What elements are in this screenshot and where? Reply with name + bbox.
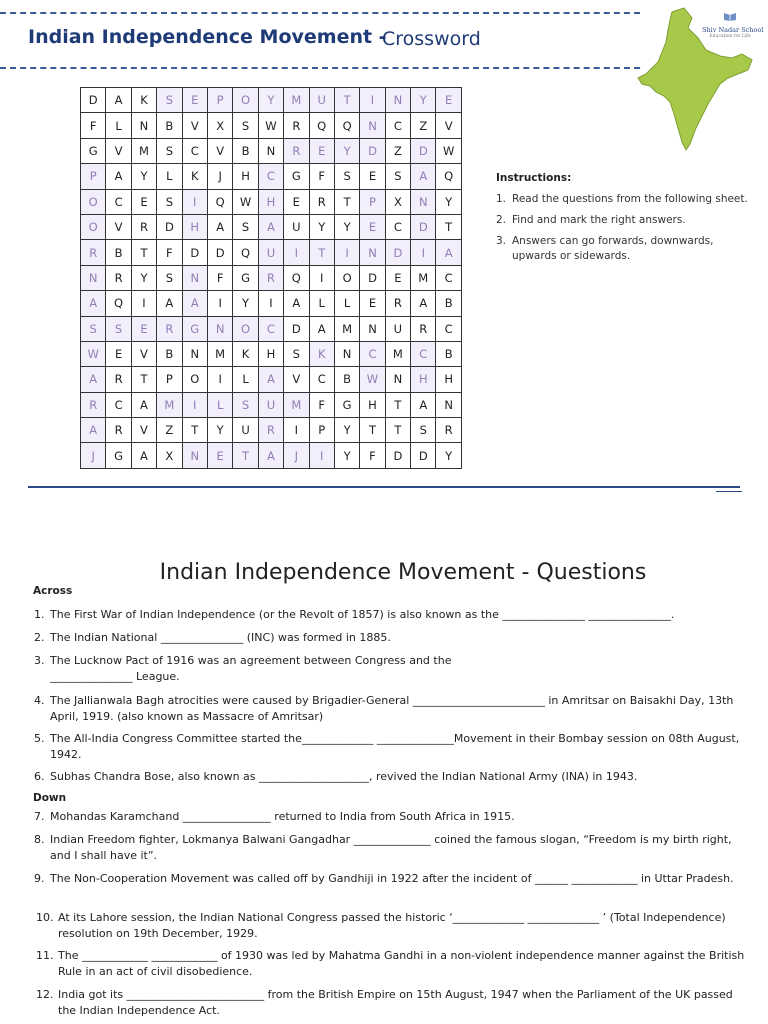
grid-cell[interactable]: A <box>106 88 131 113</box>
grid-cell[interactable]: T <box>131 367 156 392</box>
grid-cell[interactable]: R <box>131 214 156 239</box>
grid-cell[interactable]: A <box>284 291 309 316</box>
grid-cell[interactable]: G <box>81 138 106 163</box>
grid-cell[interactable]: X <box>385 189 410 214</box>
question-item: 10. At its Lahore session, the Indian National Congress passed the historic ‘_____________ _____________ ’ (Total Independence) resolution on 19th December, 1929. <box>36 911 726 940</box>
grid-row <box>81 418 462 443</box>
grid-cell[interactable]: R <box>81 392 106 417</box>
grid-cell[interactable]: A <box>131 443 156 468</box>
grid-cell[interactable]: R <box>284 138 309 163</box>
grid-cell[interactable]: G <box>182 316 207 341</box>
grid-cell[interactable]: W <box>360 367 385 392</box>
grid-cell[interactable]: V <box>106 138 131 163</box>
grid-cell[interactable]: B <box>157 113 182 138</box>
grid-cell[interactable]: I <box>309 443 334 468</box>
grid-cell[interactable]: Q <box>106 291 131 316</box>
grid-cell[interactable]: D <box>284 316 309 341</box>
grid-cell[interactable]: Y <box>207 418 232 443</box>
grid-cell[interactable]: S <box>411 418 436 443</box>
grid-cell[interactable]: T <box>385 418 410 443</box>
grid-cell[interactable]: C <box>436 265 461 290</box>
grid-cell[interactable]: M <box>284 88 309 113</box>
grid-cell[interactable]: K <box>182 164 207 189</box>
grid-row <box>81 138 462 163</box>
grid-cell[interactable]: E <box>360 214 385 239</box>
grid-cell[interactable]: Y <box>258 88 283 113</box>
grid-cell[interactable]: X <box>157 443 182 468</box>
grid-cell[interactable]: N <box>411 189 436 214</box>
grid-cell[interactable]: I <box>360 88 385 113</box>
grid-cell[interactable]: R <box>106 418 131 443</box>
grid-cell[interactable]: F <box>309 164 334 189</box>
grid-cell[interactable]: N <box>385 88 410 113</box>
grid-cell[interactable]: C <box>258 316 283 341</box>
grid-cell[interactable]: M <box>411 265 436 290</box>
grid-cell[interactable]: V <box>436 113 461 138</box>
grid-cell[interactable]: T <box>436 214 461 239</box>
grid-cell[interactable]: A <box>258 367 283 392</box>
grid-cell[interactable]: Y <box>334 418 359 443</box>
grid-row <box>81 189 462 214</box>
grid-cell[interactable]: Y <box>334 138 359 163</box>
grid-cell[interactable]: A <box>81 367 106 392</box>
grid-cell[interactable]: U <box>258 392 283 417</box>
grid-cell[interactable]: T <box>360 418 385 443</box>
grid-cell[interactable]: D <box>411 138 436 163</box>
grid-cell[interactable]: Y <box>411 88 436 113</box>
grid-cell[interactable]: H <box>233 164 258 189</box>
grid-cell[interactable]: Y <box>131 164 156 189</box>
grid-cell[interactable]: R <box>258 418 283 443</box>
grid-cell[interactable]: R <box>284 113 309 138</box>
grid-row <box>81 214 462 239</box>
grid-cell[interactable]: L <box>207 392 232 417</box>
grid-cell[interactable]: E <box>309 138 334 163</box>
grid-cell[interactable]: Y <box>436 443 461 468</box>
grid-cell[interactable]: N <box>81 265 106 290</box>
grid-cell[interactable]: R <box>385 291 410 316</box>
grid-cell[interactable]: R <box>106 265 131 290</box>
grid-cell[interactable]: D <box>182 240 207 265</box>
grid-cell[interactable]: S <box>233 392 258 417</box>
grid-cell[interactable]: I <box>182 189 207 214</box>
grid-cell[interactable]: A <box>182 291 207 316</box>
section-divider-accent <box>716 491 742 492</box>
grid-cell[interactable]: O <box>182 367 207 392</box>
grid-cell[interactable]: Q <box>436 164 461 189</box>
grid-cell[interactable]: U <box>309 88 334 113</box>
book-logo-icon <box>723 11 737 21</box>
grid-cell[interactable]: Y <box>131 265 156 290</box>
grid-cell[interactable]: S <box>157 88 182 113</box>
grid-cell[interactable]: A <box>258 214 283 239</box>
down-label: Down <box>33 792 67 804</box>
grid-cell[interactable]: C <box>106 392 131 417</box>
grid-cell[interactable]: S <box>157 138 182 163</box>
grid-row <box>81 164 462 189</box>
grid-cell[interactable]: I <box>309 265 334 290</box>
grid-cell[interactable]: F <box>207 265 232 290</box>
grid-cell[interactable]: H <box>411 367 436 392</box>
grid-cell[interactable]: N <box>182 443 207 468</box>
grid-cell[interactable]: U <box>284 214 309 239</box>
grid-row <box>81 265 462 290</box>
grid-cell[interactable]: N <box>182 341 207 366</box>
grid-cell[interactable]: C <box>309 367 334 392</box>
grid-cell[interactable]: H <box>360 392 385 417</box>
grid-cell[interactable]: Y <box>334 214 359 239</box>
grid-row <box>81 443 462 468</box>
grid-cell[interactable]: U <box>385 316 410 341</box>
grid-cell[interactable]: I <box>284 240 309 265</box>
grid-cell[interactable]: L <box>233 367 258 392</box>
grid-cell[interactable]: A <box>81 291 106 316</box>
grid-row <box>81 341 462 366</box>
grid-cell[interactable]: B <box>436 341 461 366</box>
grid-cell[interactable]: D <box>411 443 436 468</box>
grid-cell[interactable]: Z <box>157 418 182 443</box>
grid-cell[interactable]: S <box>157 189 182 214</box>
grid-cell[interactable]: I <box>182 392 207 417</box>
grid-cell[interactable]: N <box>360 113 385 138</box>
grid-cell[interactable]: H <box>182 214 207 239</box>
grid-cell[interactable]: E <box>360 164 385 189</box>
grid-cell[interactable]: A <box>81 418 106 443</box>
grid-cell[interactable]: R <box>436 418 461 443</box>
question-item: 4. The Jallianwala Bagh atrocities were caused by Brigadier-General ________________________ in Amritsar on Baisakhi Day, 13th April, 1919. (also known as Massacre of Amritsar) <box>34 694 734 723</box>
grid-cell[interactable]: Y <box>334 443 359 468</box>
instruction-item: 3. Answers can go forwards, downwards, upwards or sidewards. <box>496 235 714 262</box>
worksheet-subtitle: Crossword <box>382 28 481 50</box>
grid-cell[interactable]: S <box>385 164 410 189</box>
grid-cell[interactable]: O <box>81 189 106 214</box>
grid-cell[interactable]: N <box>360 240 385 265</box>
grid-cell[interactable]: F <box>309 392 334 417</box>
grid-cell[interactable]: R <box>106 367 131 392</box>
grid-cell[interactable]: Q <box>207 189 232 214</box>
grid-cell[interactable]: M <box>385 341 410 366</box>
grid-cell[interactable]: R <box>157 316 182 341</box>
grid-cell[interactable]: M <box>157 392 182 417</box>
grid-cell[interactable]: N <box>207 316 232 341</box>
grid-cell[interactable]: G <box>334 392 359 417</box>
grid-cell[interactable]: C <box>258 164 283 189</box>
grid-cell[interactable]: V <box>131 418 156 443</box>
grid-cell[interactable]: S <box>106 316 131 341</box>
grid-row <box>81 367 462 392</box>
grid-cell[interactable]: C <box>106 189 131 214</box>
grid-cell[interactable]: R <box>411 316 436 341</box>
question-item: 5. The All-India Congress Committee started the_____________ ______________Movement in their Bombay session on 08th August, 1942. <box>34 732 740 761</box>
grid-cell[interactable]: K <box>309 341 334 366</box>
instruction-item: 1. Read the questions from the following sheet. <box>496 193 748 205</box>
grid-cell[interactable]: S <box>81 316 106 341</box>
grid-cell[interactable]: I <box>131 291 156 316</box>
grid-cell[interactable]: I <box>207 367 232 392</box>
grid-cell[interactable]: V <box>106 214 131 239</box>
school-name: Shiv Nadar School <box>702 26 764 34</box>
grid-cell[interactable]: Y <box>309 214 334 239</box>
grid-cell[interactable]: C <box>385 113 410 138</box>
grid-cell[interactable]: C <box>385 214 410 239</box>
grid-row <box>81 88 462 113</box>
grid-cell[interactable]: Z <box>411 113 436 138</box>
grid-cell[interactable]: P <box>81 164 106 189</box>
grid-cell[interactable]: O <box>233 88 258 113</box>
worksheet-title: Indian Independence Movement - <box>28 26 387 48</box>
grid-cell[interactable]: D <box>157 214 182 239</box>
grid-cell[interactable]: W <box>233 189 258 214</box>
grid-cell[interactable]: E <box>131 189 156 214</box>
question-item: 8. Indian Freedom fighter, Lokmanya Balwani Gangadhar ______________ coined the famous slogan, “Freedom is my birth right, and I shall have it”. <box>34 833 732 862</box>
grid-row <box>81 316 462 341</box>
header-dashed-border-bottom <box>0 67 640 69</box>
grid-cell[interactable]: A <box>309 316 334 341</box>
grid-cell[interactable]: A <box>411 392 436 417</box>
grid-cell[interactable]: B <box>233 138 258 163</box>
grid-cell[interactable]: F <box>157 240 182 265</box>
grid-cell[interactable]: V <box>207 138 232 163</box>
grid-cell[interactable]: H <box>258 341 283 366</box>
grid-cell[interactable]: H <box>436 367 461 392</box>
word-search-grid <box>80 87 462 469</box>
grid-row <box>81 113 462 138</box>
grid-cell[interactable]: M <box>131 138 156 163</box>
grid-cell[interactable]: E <box>131 316 156 341</box>
question-item: 6. Subhas Chandra Bose, also known as ____________________, revived the Indian National Army (INA) in 1943. <box>34 770 638 783</box>
grid-cell[interactable]: T <box>334 88 359 113</box>
grid-cell[interactable]: E <box>284 189 309 214</box>
grid-cell[interactable]: Q <box>284 265 309 290</box>
grid-cell[interactable]: V <box>284 367 309 392</box>
grid-cell[interactable]: A <box>258 443 283 468</box>
school-logo <box>702 6 764 39</box>
grid-cell[interactable]: M <box>207 341 232 366</box>
grid-cell[interactable]: S <box>157 265 182 290</box>
grid-cell[interactable]: A <box>106 164 131 189</box>
grid-cell[interactable]: U <box>233 418 258 443</box>
grid-cell[interactable]: B <box>436 291 461 316</box>
grid-cell[interactable]: D <box>81 88 106 113</box>
grid-cell[interactable]: Y <box>233 291 258 316</box>
grid-cell[interactable]: C <box>182 138 207 163</box>
grid-cell[interactable]: A <box>436 240 461 265</box>
grid-cell[interactable]: S <box>334 164 359 189</box>
grid-cell[interactable]: E <box>106 341 131 366</box>
grid-cell[interactable]: A <box>157 291 182 316</box>
grid-cell[interactable]: V <box>131 341 156 366</box>
grid-cell[interactable]: P <box>157 367 182 392</box>
grid-cell[interactable]: W <box>81 341 106 366</box>
grid-cell[interactable]: T <box>131 240 156 265</box>
question-item: 2. The Indian National _______________ (INC) was formed in 1885. <box>34 631 391 644</box>
grid-cell[interactable]: I <box>207 291 232 316</box>
grid-cell[interactable]: P <box>207 88 232 113</box>
grid-cell[interactable]: R <box>258 265 283 290</box>
grid-cell[interactable]: S <box>284 341 309 366</box>
grid-cell[interactable]: A <box>131 392 156 417</box>
grid-cell[interactable]: O <box>233 316 258 341</box>
grid-cell[interactable]: O <box>81 214 106 239</box>
grid-cell[interactable]: N <box>385 367 410 392</box>
question-item: 1. The First War of Indian Independence (or the Revolt of 1857) is also known as the _______________ _______________. <box>34 608 675 621</box>
grid-cell[interactable]: W <box>258 113 283 138</box>
grid-cell[interactable]: L <box>106 113 131 138</box>
question-item: 9. The Non-Cooperation Movement was called off by Gandhiji in 1922 after the incident of ______ ____________ in Uttar Pradesh. <box>34 872 734 885</box>
grid-cell[interactable]: R <box>81 240 106 265</box>
grid-cell[interactable]: J <box>284 443 309 468</box>
grid-cell[interactable]: E <box>385 265 410 290</box>
grid-cell[interactable]: M <box>284 392 309 417</box>
grid-cell[interactable]: N <box>182 265 207 290</box>
question-item: 11. The ____________ ____________ of 1930 was led by Mahatma Gandhi in a non-violent independence manner against the British Rule in an act of civil disobedience. <box>36 949 745 978</box>
grid-cell[interactable]: H <box>258 189 283 214</box>
grid-cell[interactable]: I <box>258 291 283 316</box>
grid-cell[interactable]: X <box>207 113 232 138</box>
grid-cell[interactable]: T <box>182 418 207 443</box>
grid-cell[interactable]: B <box>334 367 359 392</box>
grid-cell[interactable]: P <box>309 418 334 443</box>
grid-cell[interactable]: N <box>131 113 156 138</box>
grid-row <box>81 392 462 417</box>
instructions-title: Instructions: <box>496 172 572 184</box>
grid-cell[interactable]: T <box>385 392 410 417</box>
grid-cell[interactable]: I <box>411 240 436 265</box>
grid-cell[interactable]: K <box>233 341 258 366</box>
school-tagline: Education for Life <box>709 34 751 39</box>
grid-cell[interactable]: P <box>360 189 385 214</box>
grid-cell[interactable]: F <box>81 113 106 138</box>
question-item: 12. India got its _________________________ from the British Empire on 15th August, 1947 when the Parliament of the UK passed the Indian Independence Act. <box>36 988 733 1017</box>
grid-cell[interactable]: D <box>385 443 410 468</box>
question-item: 3. The Lucknow Pact of 1916 was an agreement between Congress and the _______________ League. <box>34 654 452 683</box>
grid-cell[interactable]: E <box>360 291 385 316</box>
grid-cell[interactable]: A <box>411 164 436 189</box>
grid-cell[interactable]: A <box>411 291 436 316</box>
grid-cell[interactable]: C <box>360 341 385 366</box>
grid-cell[interactable]: Q <box>309 113 334 138</box>
questions-title: Indian Independence Movement - Questions <box>159 560 647 585</box>
grid-cell[interactable]: B <box>157 341 182 366</box>
grid-cell[interactable]: L <box>334 291 359 316</box>
grid-cell[interactable]: S <box>233 113 258 138</box>
grid-cell[interactable]: D <box>411 214 436 239</box>
grid-cell[interactable]: I <box>334 240 359 265</box>
grid-cell[interactable]: R <box>309 189 334 214</box>
grid-cell[interactable]: D <box>207 240 232 265</box>
grid-cell[interactable]: K <box>131 88 156 113</box>
grid-cell[interactable]: N <box>258 138 283 163</box>
grid-cell[interactable]: E <box>436 88 461 113</box>
grid-cell[interactable]: M <box>334 316 359 341</box>
grid-cell[interactable]: T <box>233 443 258 468</box>
grid-cell[interactable]: E <box>182 88 207 113</box>
grid-cell[interactable]: G <box>284 164 309 189</box>
instructions-panel <box>496 172 758 270</box>
grid-cell[interactable]: S <box>233 214 258 239</box>
question-item: 7. Mohandas Karamchand ________________ returned to India from South Africa in 1915. <box>34 810 515 823</box>
grid-cell[interactable]: N <box>436 392 461 417</box>
header-dashed-border-top <box>0 12 640 14</box>
instruction-item: 2. Find and mark the right answers. <box>496 214 686 226</box>
grid-cell[interactable]: T <box>334 189 359 214</box>
grid-cell[interactable]: Z <box>385 138 410 163</box>
grid-cell[interactable]: C <box>436 316 461 341</box>
grid-cell[interactable]: E <box>207 443 232 468</box>
grid-cell[interactable]: G <box>106 443 131 468</box>
grid-cell[interactable]: N <box>360 316 385 341</box>
grid-cell[interactable]: D <box>385 240 410 265</box>
grid-cell[interactable]: N <box>334 341 359 366</box>
grid-cell[interactable]: C <box>411 341 436 366</box>
grid-row <box>81 291 462 316</box>
grid-cell[interactable]: T <box>309 240 334 265</box>
grid-cell[interactable]: D <box>360 138 385 163</box>
grid-cell[interactable]: L <box>309 291 334 316</box>
grid-cell[interactable]: O <box>334 265 359 290</box>
grid-cell[interactable]: Q <box>334 113 359 138</box>
grid-cell[interactable]: G <box>233 265 258 290</box>
grid-cell[interactable]: J <box>81 443 106 468</box>
grid-cell[interactable]: L <box>157 164 182 189</box>
grid-cell[interactable]: D <box>360 265 385 290</box>
across-label: Across <box>33 585 73 597</box>
grid-cell[interactable]: F <box>360 443 385 468</box>
grid-cell[interactable]: U <box>258 240 283 265</box>
grid-cell[interactable]: A <box>207 214 232 239</box>
grid-cell[interactable]: Q <box>233 240 258 265</box>
section-divider <box>28 486 740 488</box>
grid-row <box>81 240 462 265</box>
grid-cell[interactable]: Y <box>436 189 461 214</box>
grid-cell[interactable]: J <box>207 164 232 189</box>
grid-cell[interactable]: I <box>284 418 309 443</box>
grid-cell[interactable]: W <box>436 138 461 163</box>
grid-cell[interactable]: B <box>106 240 131 265</box>
grid-cell[interactable]: V <box>182 113 207 138</box>
